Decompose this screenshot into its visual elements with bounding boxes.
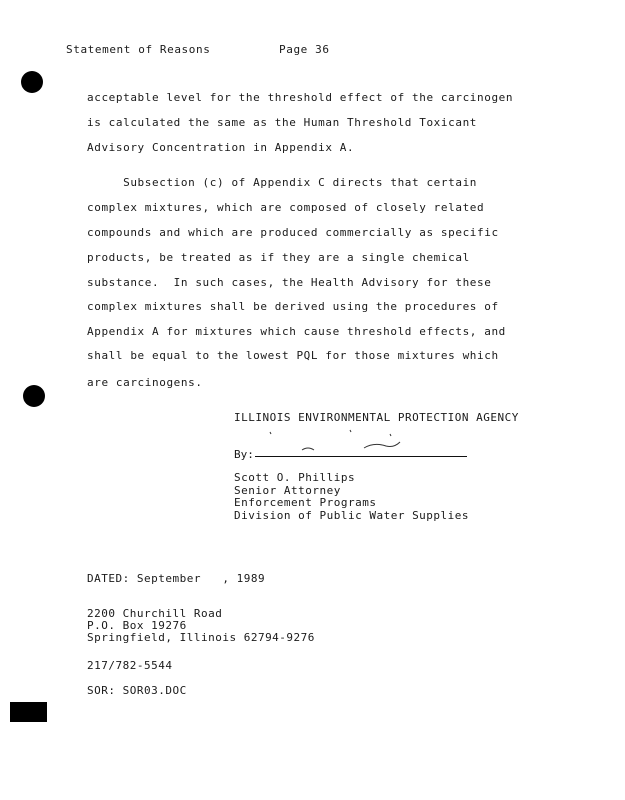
signature-line xyxy=(255,456,467,457)
body-line: products, be treated as if they are a single chemical xyxy=(87,251,470,264)
address-block xyxy=(87,608,315,644)
address-line: 2200 Churchill Road xyxy=(87,607,223,620)
body-line: compounds and which are produced commercially as specific xyxy=(87,226,499,239)
signer-division: Division of Public Water Supplies xyxy=(234,508,470,522)
body-line: complex mixtures shall be derived using the procedures of xyxy=(87,300,499,313)
body-line: substance. In such cases, the Health Advisory for these xyxy=(87,276,492,289)
signer-title: Senior Attorney xyxy=(234,483,341,497)
header-title: Statement of Reasons xyxy=(66,43,211,56)
punch-hole-bottom xyxy=(23,385,45,407)
body-line: complex mixtures, which are composed of closely related xyxy=(87,201,485,214)
address-line: P.O. Box 19276 xyxy=(87,619,187,632)
body-line: Appendix A for mixtures which cause threshold effects, and xyxy=(87,325,506,338)
address-line: Springfield, Illinois 62794-9276 xyxy=(87,631,315,644)
by-label: By: xyxy=(234,448,254,461)
body-line: Subsection (c) of Appendix C directs that certain xyxy=(87,176,478,189)
body-line: acceptable level for the threshold effect of the carcinogen xyxy=(87,91,514,104)
signer-details xyxy=(234,472,469,522)
date-line: DATED: September , 1989 xyxy=(87,572,266,585)
handwritten-signature xyxy=(262,428,412,458)
signer-name: Scott O. Phillips xyxy=(234,471,356,484)
agency-name: ILLINOIS ENVIRONMENTAL PROTECTION AGENCY xyxy=(234,411,519,424)
body-line: Advisory Concentration in Appendix A. xyxy=(87,141,355,154)
body-line: are carcinogens. xyxy=(87,376,203,389)
punch-hole-top xyxy=(21,71,43,93)
signer-department: Enforcement Programs xyxy=(234,496,377,509)
binding-mark xyxy=(10,702,47,722)
body-line: shall be equal to the lowest PQL for those mixtures which xyxy=(87,349,499,362)
body-line: is calculated the same as the Human Threshold Toxicant xyxy=(87,116,478,129)
document-reference: SOR: SOR03.DOC xyxy=(87,684,187,697)
page-number: Page 36 xyxy=(279,43,330,56)
phone-number: 217/782-5544 xyxy=(87,659,173,672)
